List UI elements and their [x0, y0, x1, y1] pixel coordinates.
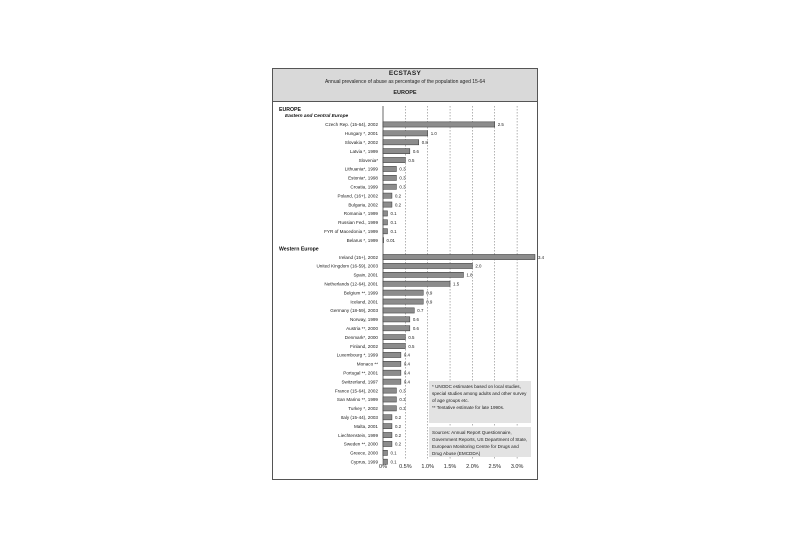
bar [383, 361, 401, 366]
data-label: 0.1 [390, 211, 397, 217]
category-label: Lithuania*, 1999 [344, 166, 378, 172]
x-tick-label: 0.5% [399, 464, 412, 470]
source-box [429, 427, 531, 457]
category-label: Netherlands (12-64), 2001 [324, 281, 378, 287]
bar [383, 157, 405, 162]
data-label: 0.6 [412, 325, 419, 331]
category-label: Switzerland, 1997 [341, 379, 378, 385]
bar [383, 211, 387, 216]
group-sublabel: Eastern and Central Europe [285, 114, 349, 119]
category-label: Ireland (15+), 2002 [339, 254, 378, 260]
x-tick-label: 0% [379, 464, 387, 470]
bar [383, 281, 450, 286]
x-tick-label: 2.0% [466, 464, 479, 470]
category-label: Romania *, 1999 [343, 211, 378, 217]
data-label: 0.4 [403, 379, 410, 385]
data-label: 0.4 [403, 370, 410, 376]
data-label: 1.5 [453, 281, 460, 287]
bar [383, 220, 387, 225]
data-label: 0.2 [394, 441, 402, 447]
data-label: 0.6 [412, 148, 419, 154]
bar [383, 450, 387, 455]
category-label: Norway, 1999 [349, 317, 378, 323]
chart-subtitle: Annual prevalence of abuse as percentage of the population aged 15-64 [324, 79, 486, 85]
data-label: 0.4 [403, 361, 410, 367]
bar [383, 406, 396, 411]
data-label: 1.0 [430, 131, 437, 137]
bar [383, 308, 414, 313]
bar [383, 254, 535, 259]
x-tick-label: 1.0% [421, 464, 434, 470]
bar [383, 352, 401, 357]
category-label: Greece, 2000 [350, 450, 378, 456]
bar [383, 272, 463, 277]
data-label: 0.3 [399, 184, 406, 190]
category-label: Croatia, 1999 [350, 184, 378, 190]
data-label: 0.1 [390, 228, 397, 234]
x-tick-label: 2.5% [488, 464, 502, 470]
bar [383, 459, 387, 464]
data-label: 0.7 [417, 308, 424, 314]
bar [383, 415, 392, 420]
data-label: 0.3 [399, 175, 406, 181]
bar [383, 175, 396, 180]
category-label: Germany (18-59), 2003 [330, 308, 378, 314]
footnote-estimate: * UNODC estimates based on local studies, special studies among adults and other survey of age groups etc. [432, 384, 527, 403]
data-label: 0.1 [390, 220, 397, 226]
category-label: Hungary *, 2001 [344, 131, 378, 137]
category-label: Cyprus, 1999 [350, 459, 378, 465]
data-label: 0.6 [412, 317, 419, 323]
group-label: Western Europe [279, 246, 319, 253]
bar [383, 379, 401, 384]
category-label: United Kingdom (16-59), 2003 [316, 263, 378, 269]
data-label: 0.1 [390, 459, 397, 465]
data-label: 0.3 [399, 166, 406, 172]
x-tick-label: 3.0% [510, 464, 524, 470]
data-label: 0.2 [394, 193, 402, 199]
data-label: 0.2 [394, 432, 402, 438]
bar [383, 290, 423, 295]
category-label: Malta, 2001 [353, 423, 378, 429]
category-label: Poland, (16+), 2002 [337, 193, 378, 199]
data-label: 0.9 [426, 290, 433, 296]
category-label: Estonia*, 1998 [348, 175, 378, 181]
bar [383, 317, 410, 322]
data-label: 0.9 [426, 299, 433, 305]
bar [383, 202, 392, 207]
bar [383, 193, 392, 198]
bar [383, 263, 472, 268]
category-label: FYR of Macedonia *, 1999 [324, 228, 378, 234]
data-label: 2.5 [497, 122, 504, 128]
category-label: Denmark*, 2000 [344, 334, 378, 340]
category-label: Turkey *, 2002 [348, 406, 378, 412]
category-label: Bulgaria, 2002 [348, 202, 378, 208]
data-label: 0.01 [386, 237, 395, 243]
bar [383, 424, 392, 429]
bar [383, 335, 405, 340]
data-label: 2.0 [475, 263, 482, 269]
category-label: Iceland, 2001 [350, 299, 378, 305]
source-text: Sources: Annual Report Questionnaire, Government Reports, US Department of State, European Monitoring Centre for Drugs and Drug Abuse (EMCDDA) [432, 430, 528, 456]
data-label: 0.5 [408, 157, 415, 163]
bar [383, 229, 387, 234]
category-label: Luxembourg *, 1999 [336, 352, 378, 358]
bar [383, 166, 396, 171]
data-label: 0.4 [403, 352, 410, 358]
category-label: Italy (15-44), 2003 [340, 414, 378, 420]
data-label: 0.5 [408, 343, 415, 349]
category-label: Monaco ** [356, 361, 378, 367]
data-label: 0.5 [408, 334, 415, 340]
bar [383, 149, 410, 154]
bar [383, 441, 392, 446]
category-label: Slovakia *, 2002 [344, 139, 378, 145]
bar [383, 326, 410, 331]
category-label: Portugal **, 2001 [343, 370, 378, 376]
data-label: 1.8 [466, 272, 473, 278]
bar [383, 299, 423, 304]
category-label: Czech Rep. (15-64), 2002 [325, 122, 378, 128]
data-label: 0.2 [394, 414, 402, 420]
category-label: Liechtenstein, 1999 [338, 432, 378, 438]
group-label: EUROPE [279, 107, 301, 113]
category-label: Sweden **, 2000 [343, 441, 378, 447]
chart-panel [272, 68, 545, 480]
data-label: 3.4 [537, 254, 545, 260]
category-label: France (15-64), 2002 [334, 388, 378, 394]
category-label: Austria **, 2000 [346, 325, 378, 331]
category-label: Belgium **, 1999 [343, 290, 378, 296]
bar [383, 388, 396, 393]
bar [383, 184, 396, 189]
category-label: Slovenia* [358, 157, 378, 163]
category-label: Russian Fed., 1999 [338, 220, 378, 226]
data-label: 0.3 [399, 397, 406, 403]
category-label: Spain, 2001 [353, 272, 378, 278]
footnote-box [429, 381, 531, 423]
bar [383, 397, 396, 402]
region-label: EUROPE [393, 90, 417, 96]
category-label: San Marino **, 1999 [336, 397, 378, 403]
bar [383, 131, 428, 136]
bar [383, 432, 392, 437]
bar [383, 238, 384, 243]
category-label: Finland, 2002 [350, 343, 378, 349]
bar [383, 343, 405, 348]
data-label: 0.3 [399, 388, 406, 394]
x-tick-label: 1.5% [443, 464, 457, 470]
category-label: Latvia *, 1999 [349, 148, 378, 154]
bar [383, 370, 401, 375]
data-label: 0.3 [399, 406, 406, 412]
data-label: 0.1 [390, 450, 397, 456]
bar [383, 140, 419, 145]
data-label: 0.8 [421, 139, 428, 145]
footnote-tentative: ** Tentative estimate for late 1990s. [432, 405, 505, 410]
chart-title: ECSTASY [388, 70, 422, 77]
category-label: Belarus *, 1999 [346, 237, 378, 243]
data-label: 0.2 [394, 423, 402, 429]
bar [383, 122, 495, 127]
data-label: 0.2 [394, 202, 402, 208]
